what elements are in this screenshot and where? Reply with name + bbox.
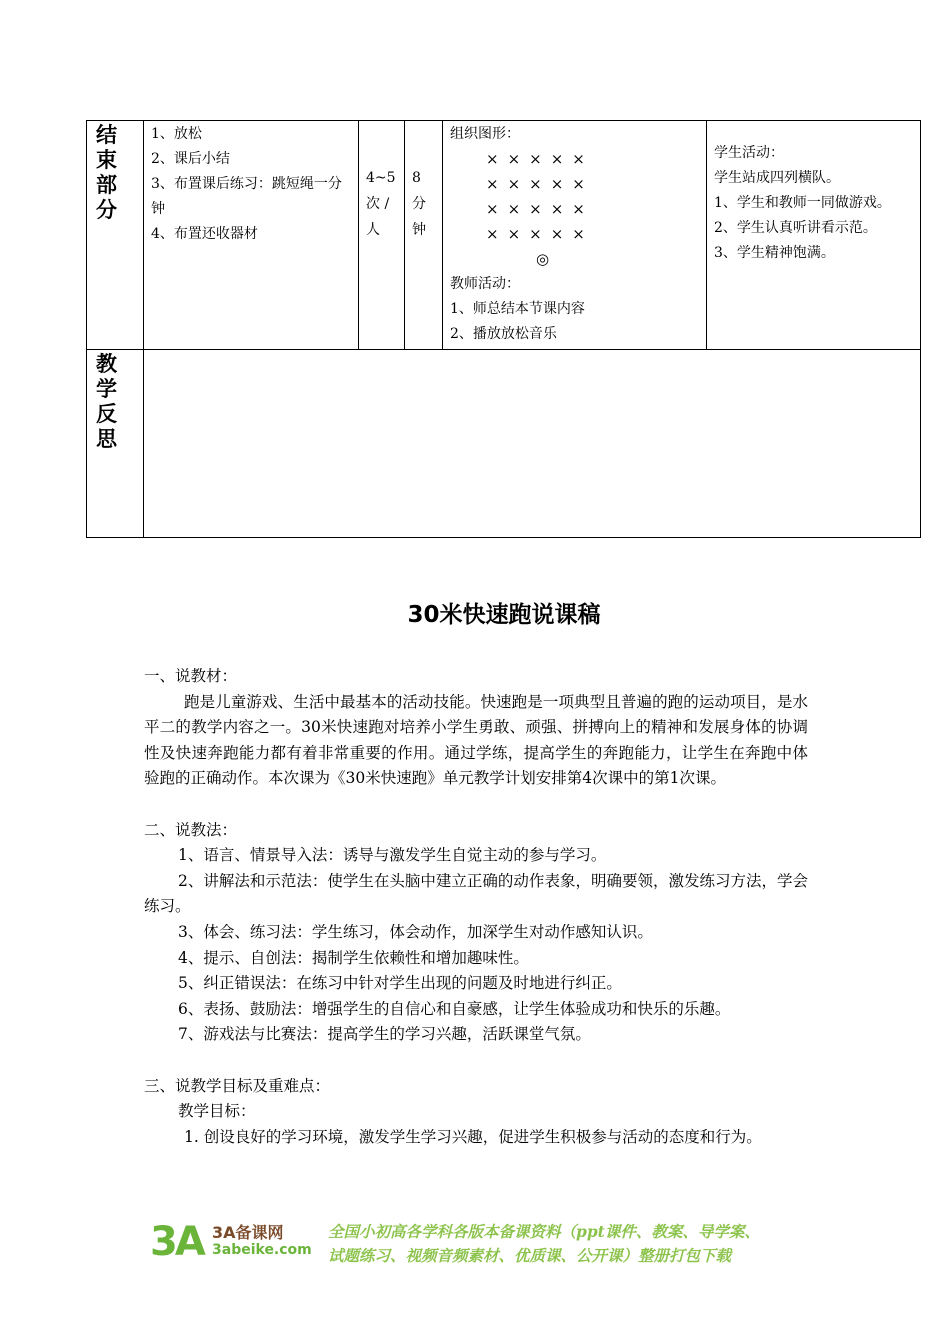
document-body (144, 664, 808, 1150)
end-section-label (87, 121, 144, 350)
method-item: 6、表扬、鼓励法：增强学生的自信心和自豪感，让学生体验成功和快乐的乐趣。 (178, 999, 731, 1018)
duration-line: 分 (412, 196, 426, 212)
section-heading: 一、说教材： (144, 667, 238, 685)
method-item: 2、讲解法和示范法：使学生在头脑中建立正确的动作表象，明确要领，激发练习方法，学会练习。 (144, 871, 808, 916)
formation-row: ××××× (486, 225, 594, 243)
times-line: 人 (366, 222, 380, 238)
student-activity-item: 2、学生认真听讲看示范。 (714, 220, 877, 236)
section-heading: 二、说教法： (144, 820, 238, 839)
brand-url[interactable]: 3abeike.com (212, 1242, 312, 1258)
content-item: 4、布置还收器材 (151, 226, 258, 242)
brand-name: 3A备课网 (212, 1223, 284, 1242)
section-heading: 三、说教学目标及重难点： (144, 1076, 331, 1095)
label-char: 思 (96, 427, 117, 451)
teacher-activity-item: 2、播放放松音乐 (450, 326, 557, 342)
content-item: 3、布置课后练习：跳短绳一分钟 (151, 176, 342, 217)
times-line: 次 / (366, 196, 390, 212)
label-char: 结 (96, 123, 117, 147)
content-item: 2、课后小结 (151, 151, 230, 167)
label-char: 教 (96, 352, 117, 376)
content-item: 1、放松 (151, 126, 202, 142)
end-section-row (87, 121, 921, 350)
formation-row: ××××× (486, 175, 594, 193)
end-content-cell (144, 121, 359, 350)
label-char: 学 (96, 377, 117, 401)
method-item: 4、提示、自创法：揭制学生依赖性和增加趣味性。 (178, 948, 529, 967)
reflection-row (87, 350, 921, 538)
brand-logo: 3A (150, 1219, 203, 1265)
organization-title: 组织图形： (450, 126, 520, 142)
label-char: 反 (96, 402, 117, 426)
footer-ad-text (328, 1220, 848, 1268)
subheading: 教学目标： (178, 1102, 256, 1121)
method-item: 1、语言、情景导入法：诱导与激发学生自觉主动的参与学习。 (178, 846, 607, 865)
footer-banner (150, 1218, 850, 1268)
method-item: 5、纠正错误法：在练习中针对学生出现的问题及时地进行纠正。 (178, 974, 622, 993)
formation-diagram (450, 147, 701, 272)
duration-line: 钟 (412, 222, 426, 238)
document-title: 30米快速跑说课稿 (407, 602, 601, 628)
label-char: 部 (96, 173, 117, 197)
teacher-activity-title: 教师活动： (450, 276, 520, 292)
student-activity-item: 学生站成四列横队。 (714, 170, 840, 186)
student-activity-title: 学生活动： (714, 145, 784, 161)
teacher-marker: ◎ (536, 250, 550, 268)
student-activity-cell (707, 121, 921, 350)
goal-item: 1. 创设良好的学习环境，激发学生学习兴趣，促进学生积极参与活动的态度和行为。 (184, 1127, 762, 1146)
formation-row: ××××× (486, 200, 594, 218)
ad-line: 全国小初高各学科各版本备课资料（ppt课件、教案、导学案、 (328, 1222, 760, 1241)
times-line: 4~5 (366, 170, 396, 186)
organization-cell (443, 121, 707, 350)
method-item: 3、体会、练习法：学生练习，体会动作，加深学生对动作感知认识。 (178, 922, 653, 941)
times-cell (359, 121, 405, 350)
ad-line: 试题练习、视频音频素材、优质课、公开课）整册打包下载 (328, 1246, 732, 1265)
duration-line: 8 (412, 170, 421, 186)
teacher-activity-item: 1、师总结本节课内容 (450, 301, 585, 317)
student-activity-item: 1、学生和教师一同做游戏。 (714, 195, 891, 211)
label-char: 分 (96, 198, 117, 222)
method-item: 7、游戏法与比赛法：提高学生的学习兴趣，活跃课堂气氛。 (178, 1025, 591, 1044)
duration-cell (405, 121, 443, 350)
reflection-label (87, 350, 144, 538)
lesson-plan-table (86, 120, 921, 538)
reflection-content (144, 350, 921, 538)
paragraph: 跑是儿童游戏、生活中最基本的活动技能。快速跑是一项典型且普遍的跑的运动项目，是水平二的教学内容之一。30米快速跑对培养小学生勇敢、顽强、拼搏向上的精神和发展身体的协调性及快速奔跑能力都有着非常重要的作用。通过学练，提高学生的奔跑能力，让学生在奔跑中体验跑的正确动作。本次课为《30米快速跑》单元教学计划安排第4次课中的第1次课。 (144, 692, 808, 788)
formation-row: ××××× (486, 150, 594, 168)
student-activity-item: 3、学生精神饱满。 (714, 245, 835, 261)
label-char: 束 (96, 148, 117, 172)
